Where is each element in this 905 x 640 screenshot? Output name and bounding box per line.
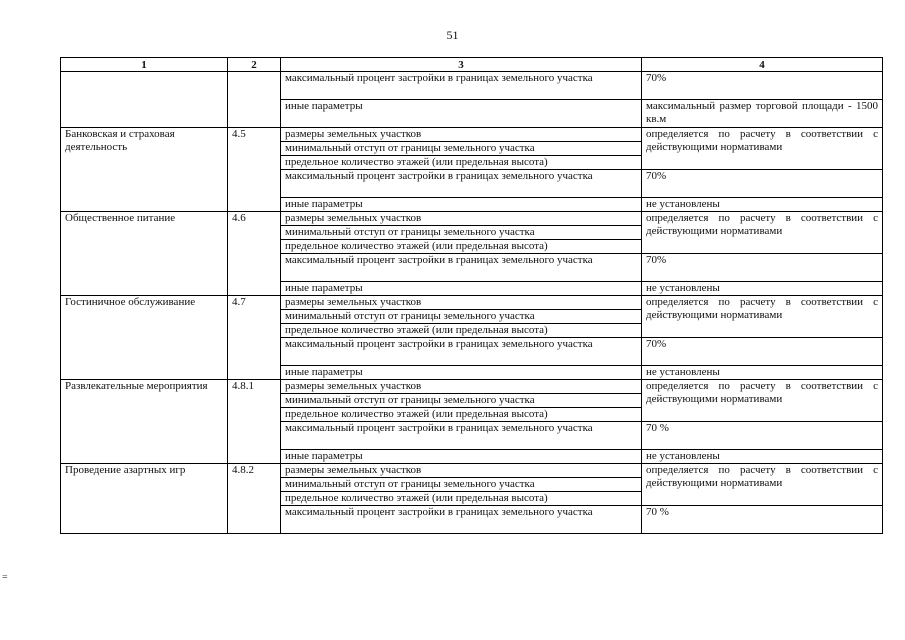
table-row — [61, 464, 883, 478]
value-cell: максимальный размер торговой площади - 1500 кв.м — [642, 100, 883, 128]
use-code-cell: 4.8.2 — [228, 464, 281, 534]
param-cell: размеры земельных участков — [281, 212, 642, 226]
use-code-cell: 4.8.1 — [228, 380, 281, 464]
param-cell: максимальный процент застройки в границах земельного участка — [281, 338, 642, 366]
value-cell: 70% — [642, 338, 883, 366]
use-name-cell: Гостиничное обслуживание — [61, 296, 228, 380]
param-cell: максимальный процент застройки в границах земельного участка — [281, 170, 642, 198]
param-cell: иные параметры — [281, 282, 642, 296]
use-name-cell — [61, 72, 228, 128]
table-row — [61, 380, 883, 394]
value-cell: 70% — [642, 254, 883, 282]
use-code-cell — [228, 72, 281, 128]
table-row — [61, 128, 883, 142]
param-cell: предельное количество этажей (или предельная высота) — [281, 324, 642, 338]
use-code-cell: 4.5 — [228, 128, 281, 212]
value-cell: не установлены — [642, 366, 883, 380]
use-code-cell: 4.6 — [228, 212, 281, 296]
table-row — [61, 212, 883, 226]
value-cell: не установлены — [642, 198, 883, 212]
param-cell: минимальный отступ от границы земельного участка — [281, 142, 642, 156]
value-cell: определяется по расчету в соответствии с действующими нормативами — [642, 212, 883, 254]
value-cell: не установлены — [642, 282, 883, 296]
use-name-cell: Общественное питание — [61, 212, 228, 296]
param-cell: размеры земельных участков — [281, 128, 642, 142]
param-cell: максимальный процент застройки в границах земельного участка — [281, 254, 642, 282]
param-cell: размеры земельных участков — [281, 380, 642, 394]
use-name-cell: Банковская и страховая деятельность — [61, 128, 228, 212]
param-cell: максимальный процент застройки в границах земельного участка — [281, 72, 642, 100]
value-cell: определяется по расчету в соответствии с действующими нормативами — [642, 380, 883, 422]
param-cell: максимальный процент застройки в границах земельного участка — [281, 506, 642, 534]
margin-mark: = — [2, 572, 8, 583]
param-cell: минимальный отступ от границы земельного участка — [281, 478, 642, 492]
use-code-cell: 4.7 — [228, 296, 281, 380]
value-cell: 70 % — [642, 506, 883, 534]
value-cell: определяется по расчету в соответствии с действующими нормативами — [642, 128, 883, 170]
column-header-4: 4 — [642, 58, 883, 72]
value-cell: 70% — [642, 170, 883, 198]
param-cell: иные параметры — [281, 366, 642, 380]
param-cell: предельное количество этажей (или предельная высота) — [281, 408, 642, 422]
table-row — [61, 72, 883, 100]
param-cell: иные параметры — [281, 198, 642, 212]
value-cell: 70% — [642, 72, 883, 100]
column-header-2: 2 — [228, 58, 281, 72]
value-cell: 70 % — [642, 422, 883, 450]
value-cell: определяется по расчету в соответствии с действующими нормативами — [642, 296, 883, 338]
param-cell: предельное количество этажей (или предельная высота) — [281, 156, 642, 170]
param-cell: минимальный отступ от границы земельного участка — [281, 394, 642, 408]
value-cell: определяется по расчету в соответствии с действующими нормативами — [642, 464, 883, 506]
param-cell: максимальный процент застройки в границах земельного участка — [281, 422, 642, 450]
param-cell: предельное количество этажей (или предельная высота) — [281, 240, 642, 254]
param-cell: минимальный отступ от границы земельного участка — [281, 310, 642, 324]
param-cell: иные параметры — [281, 450, 642, 464]
param-cell: иные параметры — [281, 100, 642, 128]
param-cell: предельное количество этажей (или предельная высота) — [281, 492, 642, 506]
param-cell: размеры земельных участков — [281, 296, 642, 310]
use-name-cell: Развлекательные мероприятия — [61, 380, 228, 464]
column-header-1: 1 — [61, 58, 228, 72]
table-row — [61, 296, 883, 310]
header-row — [61, 58, 883, 72]
param-cell: минимальный отступ от границы земельного участка — [281, 226, 642, 240]
page-number: 51 — [446, 28, 459, 42]
use-name-cell: Проведение азартных игр — [61, 464, 228, 534]
column-header-3: 3 — [281, 58, 642, 72]
regulations-table — [60, 57, 883, 534]
value-cell: не установлены — [642, 450, 883, 464]
param-cell: размеры земельных участков — [281, 464, 642, 478]
